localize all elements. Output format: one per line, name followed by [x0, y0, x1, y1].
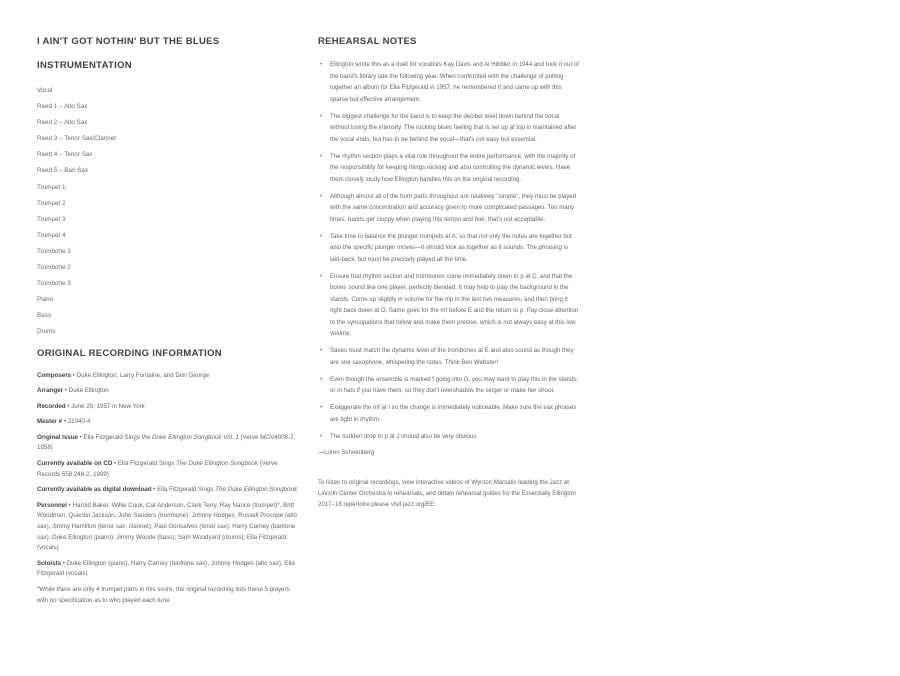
- recorded-label: Recorded: [37, 402, 66, 410]
- instrument-item: Reed 5 – Bari Sax: [37, 167, 89, 175]
- digital-text: Ella Fitzgerald Sings: [157, 486, 216, 494]
- arranger-value: Duke Ellington: [68, 387, 109, 395]
- rehearsal-note: • The biggest challenge for the band is to keep the decibel level down behind the vocal without losing the intensity. The rocking blues feeling that is set up at top is maintained after the vocal ends, but has to be behind the vocal—that's not easy but essential.: [318, 111, 580, 146]
- original-issue-text: Ella Fitzgerald Sings: [83, 433, 142, 441]
- left-column: [37, 35, 299, 611]
- instrument-item: Reed 3 – Tenor Sax/Clarinet: [37, 135, 116, 143]
- instrument-item: Bass: [37, 312, 51, 320]
- personnel-value: Harold Baker, Willie Cook, Cat Anderson, Clark Terry, Ray Nance (trumpet)*, Britt Woodman, Quentin Jackson, John Sanders (trombone); Johnny Hodges, Russell Procope (alto sax), Jimmy Hamilton (tenor sax, clarinet); Paul Gonsalves (tenor sax); Harry Carney (baritone sax); Duke Ellington (piano); Jimmy Woode (bass); Sam Woodyard (drums); Ella Fitzgerald (vocals): [37, 501, 297, 552]
- original-issue-album: the Duke Ellington Songbook Vol. 1: [141, 433, 239, 441]
- rehearsal-notes-list: [318, 59, 580, 442]
- instrument-item: Reed 4 – Tenor Sax: [37, 151, 93, 159]
- rehearsal-heading: REHEARSAL NOTES: [318, 36, 417, 47]
- original-issue-catalog: (Verve MGV4008-2, 1958): [37, 433, 296, 452]
- original-issue-line: Original Issue • Ella Fitzgerald Sings the Duke Ellington Songbook Vol. 1 (Verve MGV4008-2, 1958): [37, 433, 296, 452]
- rehearsal-note: • The rhythm section plays a vital role throughout the entire performance, with the majority of the responsibility for keeping things rocking and also controlling the dynamic levels. Have them closely study how Ellington handles this on the original recording.: [318, 151, 580, 186]
- footer-note: To listen to original recordings, view interactive videos of Wynton Marsalis leading the Jazz at Lincoln Center Orchestra in rehearsals, and obtain rehearsal guides for the Essentially Ellington 2017–18 repertoire please visit jazz.org/EE.: [318, 478, 576, 509]
- master-line: Master # • 21040-4: [37, 418, 91, 426]
- cd-text: Ella Fitzgerald Sings: [117, 460, 177, 468]
- rehearsal-note: • The sudden drop to p at J should also be very obvious.: [318, 431, 580, 443]
- arranger-label: Arranger: [37, 387, 64, 395]
- instrument-item: Reed 1 – Alto Sax: [37, 103, 88, 111]
- instrument-item: Reed 2 – Alto Sax: [37, 119, 88, 127]
- soloists-value: Duke Ellington (piano), Harry Carney (baritone sax), Johnny Hodges (alto sax), Ella Fitzgerald (vocals): [37, 559, 295, 578]
- rehearsal-note: • Even though the ensemble is marked f going into G, you may want to play this in the stands, or in hats if you have them, so they don't overshadow the singer or make her shout.: [318, 374, 580, 397]
- rehearsal-note: • Although almost all of the horn parts throughout are relatively "simple", they must be played with the same concentration and accuracy given to more complicated passages. Too many times, bands get sloppy when playing this tempo and feel; that's not acceptable.: [318, 191, 580, 226]
- cd-album: The Duke Ellington Songbook: [176, 460, 258, 468]
- personnel-line: Personnel • Harold Baker, Willie Cook, Cat Anderson, Clark Terry, Ray Nance (trumpet)*, Britt Woodman, Quentin Jackson, John Sanders (trombone); Johnny Hodges, Russell Procope (alto sax), Jimmy Hamilton (tenor sax, clarinet); Paul Gonsalves (tenor sax); Harry Carney (baritone sax); Duke Ellington (piano); Jimmy Woode (bass); Sam Woodyard (drums); Ella Fitzgerald (vocals): [37, 501, 297, 552]
- digital-label: Currently available as digital download: [37, 486, 152, 494]
- instrumentation-heading: INSTRUMENTATION: [37, 60, 132, 71]
- instrument-item: Piano: [37, 296, 54, 304]
- digital-album: The Duke Ellington Songbook: [215, 486, 298, 494]
- instrument-item: Drums: [37, 328, 56, 336]
- rehearsal-note: • Exaggerate the mf at I so the change is immediately noticeable. Make sure the sax phrases are tight in rhythm.: [318, 402, 580, 425]
- instrument-item: Trumpet 4: [37, 231, 66, 239]
- footnote: *While there are only 4 trumpet parts in this score, the original recording lists these 5 players with no specification as to who played each tune.: [37, 586, 290, 604]
- instrumentation-list: [37, 83, 299, 341]
- cd-line: Currently available on CD • Ella Fitzgerald Sings The Duke Ellington Songbook (Verve Records 559 248-2, 1999): [37, 460, 278, 478]
- composers-line: Composers • Duke Ellington, Larry Fontaine, and Don George: [37, 371, 210, 379]
- song-title: I AIN'T GOT NOTHIN' BUT THE BLUES: [37, 36, 220, 47]
- instrument-item: Trumpet 1: [37, 183, 66, 191]
- soloists-label: Soloists: [37, 559, 62, 567]
- right-column: [318, 35, 580, 516]
- original-issue-label: Original Issue: [37, 433, 78, 441]
- instrument-item: Trombone 2: [37, 264, 71, 272]
- master-value: 21040-4: [67, 418, 91, 426]
- instrument-item: Trumpet 3: [37, 215, 66, 223]
- soloists-line: Soloists • Duke Ellington (piano), Harry Carney (baritone sax), Johnny Hodges (alto sax), Ella Fitzgerald (vocals): [37, 559, 295, 578]
- instrument-item: Trumpet 2: [37, 199, 66, 207]
- author-signature: —Loren Schoenberg: [318, 448, 375, 456]
- rehearsal-note: • Ensure that rhythm section and trombones come immediately down to p at C, and that the bones sound like one player, perfectly blended. It may help to play the background in the stands. Come up slightly in volume for the mp in the last two measures, and then bring it right back down at D. Same goes for the mf before E and the return to p. Pay close attention to the syncopations that follow and make them precise, which is not always easy at this low volume.: [318, 271, 580, 340]
- cd-catalog: (Verve Records 559 248-2, 1999): [37, 460, 278, 478]
- cd-label: Currently available on CD: [37, 460, 113, 468]
- composers-value: Duke Ellington, Larry Fontaine, and Don George: [76, 371, 210, 379]
- recorded-value: June 25, 1957 in New York: [71, 402, 145, 410]
- rehearsal-note: • Take time to balance the plunger trumpets at A, so that not only the notes are together but also the specific plunger moves—it should look as together as it sounds. The phrasing is laid-back, but must be precisely played all the time.: [318, 231, 580, 266]
- rehearsal-note: • Ellington wrote this as a duet for vocalists Kay Davis and Al Hibbler in 1944 and took it out of the band's library late the following year. When confronted with the challenge of putting together an album for Ella Fitzgerald in 1957, he remembered it and came up with this sparse but effective arrangement.: [318, 59, 580, 105]
- recorded-line: Recorded • June 25, 1957 in New York: [37, 402, 145, 410]
- rehearsal-note: • Saxes must match the dynamic level of the trombones at E and also sound as though they are one saxophone, whispering the notes. Think Ben Webster!: [318, 345, 580, 368]
- personnel-label: Personnel: [37, 501, 67, 509]
- instrument-item: Vocal: [37, 87, 53, 94]
- arranger-line: Arranger • Duke Ellington: [37, 387, 109, 395]
- recording-heading: ORIGINAL RECORDING INFORMATION: [37, 347, 222, 359]
- master-label: Master #: [37, 418, 63, 426]
- instrument-item: Trombone 1: [37, 247, 71, 255]
- instrument-item: Trombone 3: [37, 280, 71, 288]
- composers-label: Composers: [37, 371, 72, 379]
- digital-line: Currently available as digital download • Ella Fitzgerald Sings The Duke Ellington Songbook: [37, 486, 298, 494]
